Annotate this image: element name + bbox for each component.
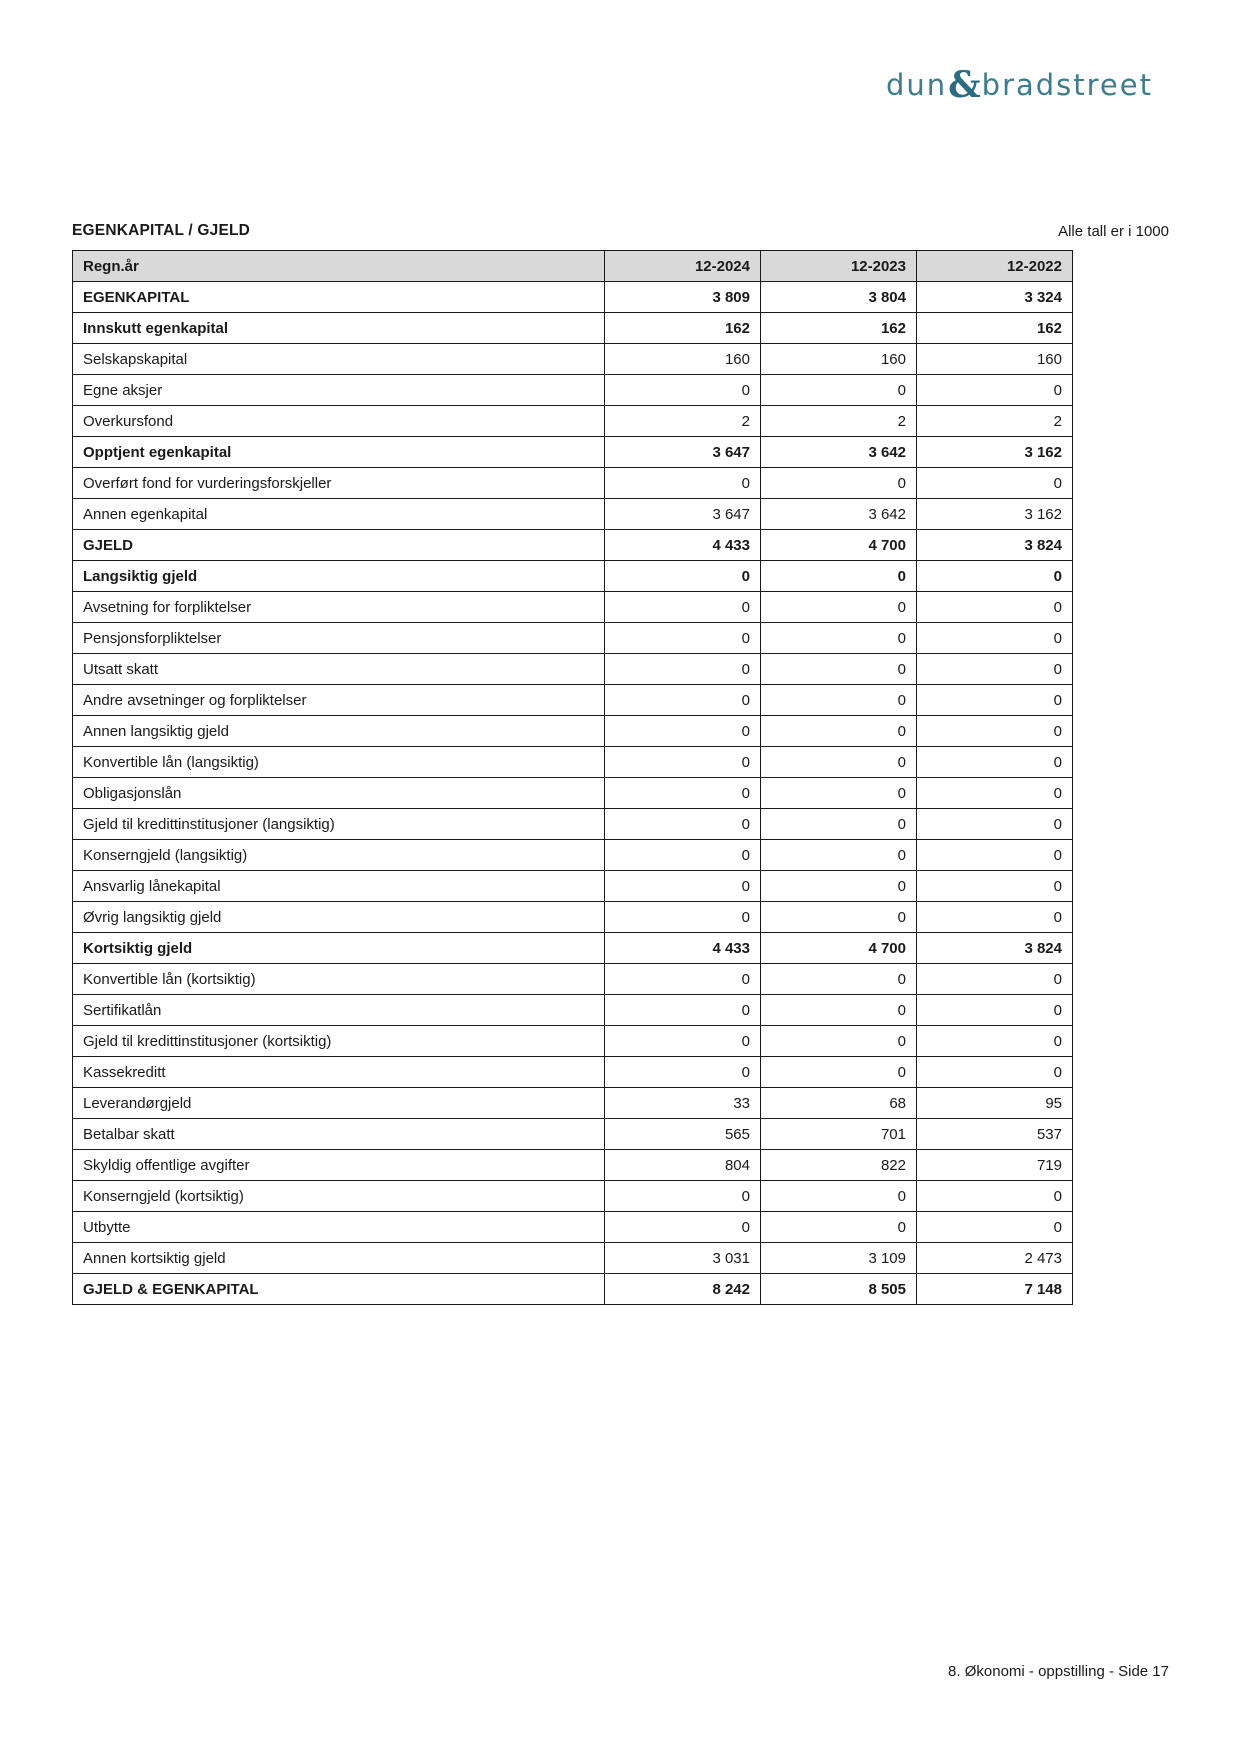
row-value-v1: 0	[605, 778, 761, 809]
table-row	[73, 871, 1073, 902]
table-body	[73, 251, 1073, 1305]
row-value-v1: 33	[605, 1088, 761, 1119]
row-label: Avsetning for forpliktelser	[73, 592, 605, 623]
row-value-v2: 822	[761, 1150, 917, 1181]
row-value-v2: 0	[761, 809, 917, 840]
table-row	[73, 282, 1073, 313]
row-value-v2: 0	[761, 623, 917, 654]
row-value-v2: 0	[761, 964, 917, 995]
row-value-v1: 0	[605, 747, 761, 778]
table-header-row	[73, 251, 1073, 282]
table-row	[73, 902, 1073, 933]
row-value-v2: 0	[761, 778, 917, 809]
row-value-v2: 0	[761, 902, 917, 933]
row-label: Gjeld til kredittinstitusjoner (kortsiktig)	[73, 1026, 605, 1057]
row-label: Ansvarlig lånekapital	[73, 871, 605, 902]
row-value-v2: 162	[761, 313, 917, 344]
row-label: Konvertible lån (langsiktig)	[73, 747, 605, 778]
page-footer: 8. Økonomi - oppstilling - Side 17	[948, 1663, 1169, 1680]
row-value-v3: 2 473	[917, 1243, 1073, 1274]
row-label: Sertifikatlån	[73, 995, 605, 1026]
row-value-v1: 0	[605, 964, 761, 995]
row-label: Obligasjonslån	[73, 778, 605, 809]
row-label: Langsiktig gjeld	[73, 561, 605, 592]
table-row	[73, 747, 1073, 778]
equity-liabilities-table	[72, 250, 1073, 1305]
row-value-v3: 0	[917, 1057, 1073, 1088]
row-value-v1: 0	[605, 995, 761, 1026]
row-value-v3: 0	[917, 964, 1073, 995]
row-value-v3: 0	[917, 1212, 1073, 1243]
logo-ampersand-icon: &	[948, 64, 981, 106]
row-value-v2: 0	[761, 1026, 917, 1057]
row-label: Utbytte	[73, 1212, 605, 1243]
section-title: EGENKAPITAL / GJELD	[72, 222, 251, 239]
row-value-v1: 0	[605, 1181, 761, 1212]
column-header-year: 12-2023	[761, 251, 917, 282]
row-value-v3: 0	[917, 871, 1073, 902]
table-row	[73, 1181, 1073, 1212]
row-value-v3: 0	[917, 1181, 1073, 1212]
row-value-v1: 0	[605, 623, 761, 654]
table-row	[73, 1088, 1073, 1119]
row-value-v1: 804	[605, 1150, 761, 1181]
row-label: Pensjonsforpliktelser	[73, 623, 605, 654]
row-label: Konvertible lån (kortsiktig)	[73, 964, 605, 995]
row-value-v2: 0	[761, 654, 917, 685]
row-label: Innskutt egenkapital	[73, 313, 605, 344]
row-label: Selskapskapital	[73, 344, 605, 375]
row-value-v1: 0	[605, 902, 761, 933]
row-value-v2: 68	[761, 1088, 917, 1119]
row-value-v1: 565	[605, 1119, 761, 1150]
row-value-v1: 0	[605, 840, 761, 871]
row-value-v2: 0	[761, 747, 917, 778]
row-value-v2: 0	[761, 1212, 917, 1243]
row-value-v2: 0	[761, 375, 917, 406]
row-label: Betalbar skatt	[73, 1119, 605, 1150]
row-value-v3: 162	[917, 313, 1073, 344]
table-row	[73, 1243, 1073, 1274]
row-label: Overført fond for vurderingsforskjeller	[73, 468, 605, 499]
row-value-v3: 0	[917, 840, 1073, 871]
section-header	[72, 222, 1169, 240]
table-row	[73, 344, 1073, 375]
row-value-v1: 0	[605, 654, 761, 685]
table-row	[73, 1274, 1073, 1305]
row-value-v1: 0	[605, 809, 761, 840]
row-value-v1: 0	[605, 468, 761, 499]
table-row	[73, 685, 1073, 716]
equity-liabilities-table-wrapper	[72, 250, 1072, 1305]
row-value-v3: 3 162	[917, 437, 1073, 468]
row-label: Leverandørgjeld	[73, 1088, 605, 1119]
row-label: Egne aksjer	[73, 375, 605, 406]
row-value-v2: 0	[761, 840, 917, 871]
logo-text-dun: dun	[885, 68, 948, 102]
row-value-v2: 3 642	[761, 437, 917, 468]
row-label: Kortsiktig gjeld	[73, 933, 605, 964]
row-value-v3: 719	[917, 1150, 1073, 1181]
table-row	[73, 716, 1073, 747]
row-value-v1: 3 809	[605, 282, 761, 313]
row-value-v2: 0	[761, 685, 917, 716]
row-value-v1: 0	[605, 1057, 761, 1088]
row-value-v2: 3 804	[761, 282, 917, 313]
row-value-v3: 0	[917, 902, 1073, 933]
dun-bradstreet-logo	[886, 62, 1153, 104]
row-value-v2: 0	[761, 995, 917, 1026]
row-value-v1: 0	[605, 592, 761, 623]
row-label: Annen langsiktig gjeld	[73, 716, 605, 747]
row-value-v2: 4 700	[761, 933, 917, 964]
row-label: Utsatt skatt	[73, 654, 605, 685]
row-value-v3: 0	[917, 1026, 1073, 1057]
column-header-year: 12-2022	[917, 251, 1073, 282]
row-value-v2: 0	[761, 871, 917, 902]
row-value-v3: 0	[917, 685, 1073, 716]
table-row	[73, 375, 1073, 406]
row-value-v3: 0	[917, 375, 1073, 406]
row-value-v3: 3 162	[917, 499, 1073, 530]
table-row	[73, 840, 1073, 871]
row-label: Konserngjeld (langsiktig)	[73, 840, 605, 871]
row-value-v1: 160	[605, 344, 761, 375]
row-value-v1: 3 647	[605, 499, 761, 530]
row-value-v3: 3 824	[917, 530, 1073, 561]
row-value-v3: 0	[917, 716, 1073, 747]
row-value-v1: 3 647	[605, 437, 761, 468]
table-row	[73, 1119, 1073, 1150]
row-value-v2: 0	[761, 468, 917, 499]
row-label: Annen egenkapital	[73, 499, 605, 530]
row-value-v2: 8 505	[761, 1274, 917, 1305]
row-value-v1: 0	[605, 375, 761, 406]
logo-text-bradstreet: bradstreet	[981, 68, 1153, 102]
row-value-v3: 0	[917, 995, 1073, 1026]
row-value-v3: 2	[917, 406, 1073, 437]
row-value-v1: 2	[605, 406, 761, 437]
table-row	[73, 499, 1073, 530]
row-value-v2: 3 642	[761, 499, 917, 530]
row-value-v2: 0	[761, 592, 917, 623]
row-label: Gjeld til kredittinstitusjoner (langsiktig)	[73, 809, 605, 840]
row-value-v2: 0	[761, 716, 917, 747]
table-row	[73, 778, 1073, 809]
row-value-v3: 0	[917, 468, 1073, 499]
table-row	[73, 406, 1073, 437]
row-value-v2: 160	[761, 344, 917, 375]
table-row	[73, 933, 1073, 964]
row-value-v2: 0	[761, 1181, 917, 1212]
table-row	[73, 1150, 1073, 1181]
table-row	[73, 809, 1073, 840]
table-row	[73, 313, 1073, 344]
row-label: Overkursfond	[73, 406, 605, 437]
table-row	[73, 1026, 1073, 1057]
row-label: Annen kortsiktig gjeld	[73, 1243, 605, 1274]
column-header-label: Regn.år	[73, 251, 605, 282]
row-value-v3: 0	[917, 623, 1073, 654]
row-value-v3: 160	[917, 344, 1073, 375]
row-value-v3: 0	[917, 592, 1073, 623]
table-row	[73, 995, 1073, 1026]
table-row	[73, 468, 1073, 499]
row-value-v2: 701	[761, 1119, 917, 1150]
row-value-v3: 0	[917, 809, 1073, 840]
table-row	[73, 964, 1073, 995]
row-value-v3: 537	[917, 1119, 1073, 1150]
table-row	[73, 1057, 1073, 1088]
row-value-v2: 0	[761, 561, 917, 592]
row-value-v3: 3 324	[917, 282, 1073, 313]
row-label: Andre avsetninger og forpliktelser	[73, 685, 605, 716]
section-note: Alle tall er i 1000	[1058, 223, 1169, 240]
row-label: GJELD	[73, 530, 605, 561]
row-label: EGENKAPITAL	[73, 282, 605, 313]
row-value-v2: 4 700	[761, 530, 917, 561]
row-value-v1: 4 433	[605, 530, 761, 561]
table-row	[73, 654, 1073, 685]
row-value-v3: 0	[917, 778, 1073, 809]
row-value-v3: 0	[917, 654, 1073, 685]
row-value-v3: 0	[917, 561, 1073, 592]
row-value-v1: 0	[605, 871, 761, 902]
row-label: Kassekreditt	[73, 1057, 605, 1088]
row-value-v2: 2	[761, 406, 917, 437]
row-value-v1: 0	[605, 1212, 761, 1243]
row-value-v1: 3 031	[605, 1243, 761, 1274]
row-value-v3: 3 824	[917, 933, 1073, 964]
row-value-v2: 3 109	[761, 1243, 917, 1274]
table-row	[73, 437, 1073, 468]
row-label: Konserngjeld (kortsiktig)	[73, 1181, 605, 1212]
row-value-v1: 8 242	[605, 1274, 761, 1305]
row-label: Opptjent egenkapital	[73, 437, 605, 468]
row-value-v1: 0	[605, 716, 761, 747]
row-value-v3: 95	[917, 1088, 1073, 1119]
row-value-v3: 0	[917, 747, 1073, 778]
row-label: Skyldig offentlige avgifter	[73, 1150, 605, 1181]
table-row	[73, 1212, 1073, 1243]
column-header-year: 12-2024	[605, 251, 761, 282]
row-value-v1: 4 433	[605, 933, 761, 964]
row-value-v3: 7 148	[917, 1274, 1073, 1305]
row-value-v1: 0	[605, 561, 761, 592]
table-row	[73, 530, 1073, 561]
table-row	[73, 561, 1073, 592]
table-row	[73, 592, 1073, 623]
row-value-v2: 0	[761, 1057, 917, 1088]
row-label: Øvrig langsiktig gjeld	[73, 902, 605, 933]
row-value-v1: 0	[605, 685, 761, 716]
row-value-v1: 0	[605, 1026, 761, 1057]
row-value-v1: 162	[605, 313, 761, 344]
row-label: GJELD & EGENKAPITAL	[73, 1274, 605, 1305]
table-row	[73, 623, 1073, 654]
